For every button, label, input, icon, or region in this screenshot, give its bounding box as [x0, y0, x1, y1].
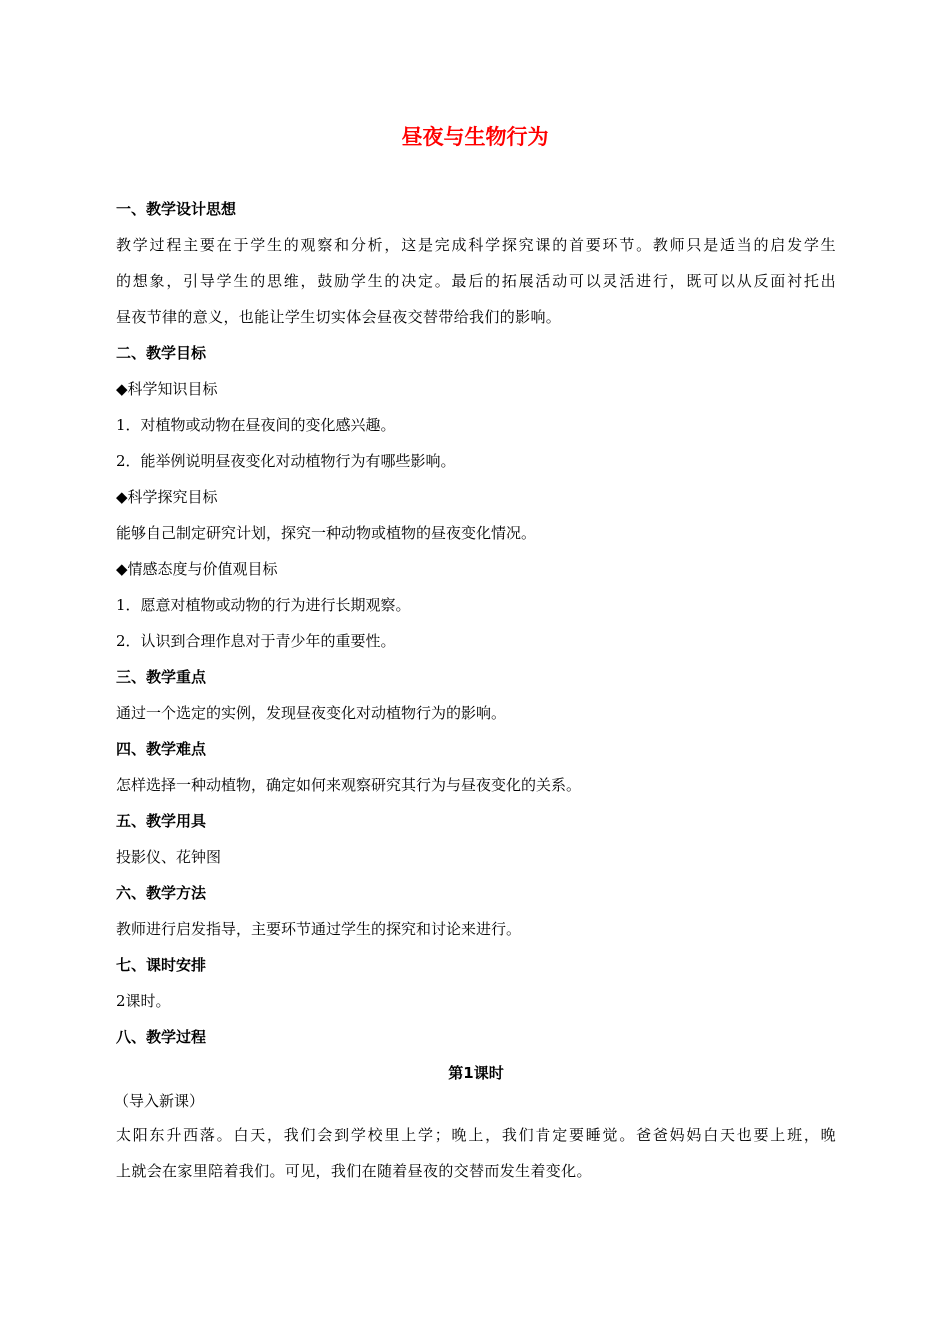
- goal-subtitle-emotion: ◆情感态度与价值观目标: [116, 560, 278, 578]
- schedule-text: 2课时。: [116, 992, 171, 1010]
- goal-item: 能够自己制定研究计划，探究一种动物或植物的昼夜变化情况。: [116, 524, 537, 542]
- tools-text: 投影仪、花钟图: [116, 848, 222, 866]
- goal-item: 1．愿意对植物或动物的行为进行长期观察。: [116, 596, 411, 614]
- paragraph-line: 太阳东升西落。白天，我们会到学校里上学；晚上，我们肯定要睡觉。爸爸妈妈白天也要上班，晚: [116, 1126, 836, 1144]
- paragraph-line: 教学过程主要在于学生的观察和分析，这是完成科学探究课的首要环节。教师只是适当的启发学生: [116, 236, 836, 254]
- difficulties-text: 怎样选择一种动植物，确定如何来观察研究其行为与昼夜变化的关系。: [116, 776, 582, 794]
- intro-label: （导入新课）: [114, 1092, 205, 1110]
- paragraph-line: 的想象，引导学生的思维，鼓励学生的决定。最后的拓展活动可以灵活进行，既可以从反面衬托出: [116, 272, 836, 290]
- goal-subtitle-inquiry: ◆科学探究目标: [116, 488, 218, 506]
- goal-item: 1．对植物或动物在昼夜间的变化感兴趣。: [116, 416, 396, 434]
- section-heading-tools: 五、教学用具: [116, 812, 207, 830]
- paragraph-line: 昼夜节律的意义，也能让学生切实体会昼夜交替带给我们的影响。: [116, 308, 562, 326]
- document-body: [116, 197, 836, 1195]
- goal-item: 2．认识到合理作息对于青少年的重要性。: [116, 632, 396, 650]
- lesson-title: 第1课时: [448, 1064, 504, 1082]
- section-heading-process: 八、教学过程: [116, 1028, 207, 1046]
- methods-text: 教师进行启发指导，主要环节通过学生的探究和讨论来进行。: [116, 920, 522, 938]
- goal-item: 2．能举例说明昼夜变化对动植物行为有哪些影响。: [116, 452, 456, 470]
- key-points-text: 通过一个选定的实例，发现昼夜变化对动植物行为的影响。: [116, 704, 507, 722]
- design-idea-paragraph: [116, 227, 836, 335]
- intro-paragraph: [116, 1117, 836, 1189]
- section-heading-key-points: 三、教学重点: [116, 668, 207, 686]
- section-heading-goals: 二、教学目标: [116, 344, 207, 362]
- section-heading-design-idea: 一、教学设计思想: [116, 200, 237, 218]
- section-heading-difficulties: 四、教学难点: [116, 740, 207, 758]
- document-title: 昼夜与生物行为: [401, 125, 549, 149]
- goal-subtitle-knowledge: ◆科学知识目标: [116, 380, 218, 398]
- section-heading-methods: 六、教学方法: [116, 884, 207, 902]
- paragraph-line: 上就会在家里陪着我们。可见，我们在随着昼夜的交替而发生着变化。: [116, 1162, 592, 1180]
- section-heading-schedule: 七、课时安排: [116, 956, 207, 974]
